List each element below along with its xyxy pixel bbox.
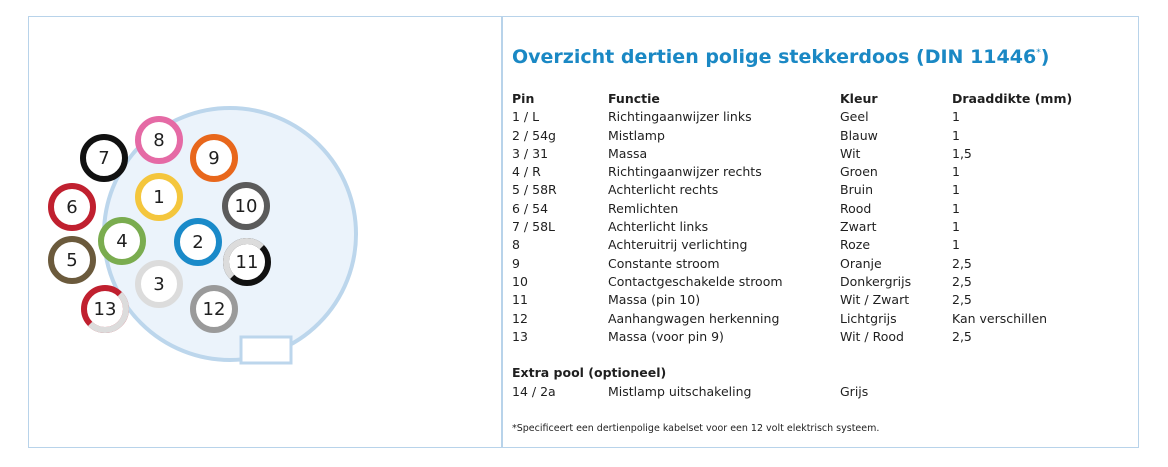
cell-draaddikte: 1 <box>952 127 960 143</box>
table-row <box>512 291 1072 309</box>
cell-functie: Contactgeschakelde stroom <box>608 273 783 289</box>
cell-functie: Aanhangwagen herkenning <box>608 310 780 326</box>
cell-functie: Achteruitrij verlichting <box>608 237 748 253</box>
cell-functie: Richtingaanwijzer links <box>608 109 752 125</box>
cell-pin: 12 <box>512 310 528 326</box>
cell-kleur: Donkergrijs <box>840 273 912 289</box>
cell-pin: 2 / 54g <box>512 127 556 143</box>
cell-functie: Constante stroom <box>608 255 720 271</box>
cell-kleur: Groen <box>840 164 878 180</box>
cell-kleur: Geel <box>840 109 869 125</box>
pin-1-label: 1 <box>153 187 165 208</box>
cell-kleur: Wit <box>840 145 861 161</box>
cell-draaddikte: 2,5 <box>952 273 972 289</box>
header-kleur: Kleur <box>840 91 878 106</box>
table-row <box>512 218 1072 236</box>
cell-functie: Massa <box>608 145 648 161</box>
cell-pin: 13 <box>512 328 528 344</box>
cell-pin: 1 / L <box>512 109 540 125</box>
header-functie: Functie <box>608 91 660 106</box>
cell-kleur: Blauw <box>840 127 878 143</box>
cell-kleur: Bruin <box>840 182 874 198</box>
cell-pin: 10 <box>512 273 528 289</box>
cell-kleur: Oranje <box>840 255 882 271</box>
cell-draaddikte: 1 <box>952 219 960 235</box>
table-row <box>512 328 1072 346</box>
pin-4-label: 4 <box>116 231 128 252</box>
cell-pin: 14 / 2a <box>512 384 556 399</box>
cell-functie: Richtingaanwijzer rechts <box>608 164 762 180</box>
cell-functie: Achterlicht rechts <box>608 182 719 198</box>
cell-pin: 5 / 58R <box>512 182 557 198</box>
cell-functie: Mistlamp uitschakeling <box>608 384 752 399</box>
cell-kleur: Wit / Zwart <box>840 292 910 308</box>
table-row <box>512 108 1072 126</box>
cell-draaddikte: 1,5 <box>952 145 972 161</box>
pin-table <box>512 90 1072 346</box>
extra-pool-table <box>512 383 1072 401</box>
cell-functie: Achterlicht links <box>608 219 709 235</box>
cell-pin: 3 / 31 <box>512 145 549 161</box>
table-row <box>512 127 1072 145</box>
header-pin: Pin <box>512 91 535 106</box>
pin-13-label: 13 <box>93 299 117 320</box>
cell-draaddikte: 1 <box>952 237 960 253</box>
table-row <box>512 181 1072 199</box>
title-text: Overzicht dertien polige stekkerdoos (DIN 11446 <box>512 46 1037 68</box>
cell-draaddikte: 1 <box>952 164 960 180</box>
table-header-row <box>512 90 1072 108</box>
pin-2-label: 2 <box>192 232 204 253</box>
table-row <box>512 163 1072 181</box>
extra-pool-heading: Extra pool (optioneel) <box>512 365 667 380</box>
cell-draaddikte: 1 <box>952 109 960 125</box>
cell-functie: Massa (pin 10) <box>608 292 701 308</box>
pin-3-label: 3 <box>153 274 165 295</box>
cell-draaddikte: 2,5 <box>952 328 972 344</box>
table-row <box>512 236 1072 254</box>
header-draaddikte: Draaddikte (mm) <box>952 91 1073 106</box>
cell-pin: 6 / 54 <box>512 200 549 216</box>
table-row <box>512 383 1072 401</box>
table-row <box>512 310 1072 328</box>
pin-7-label: 7 <box>98 148 110 169</box>
pin-10-label: 10 <box>234 196 258 217</box>
cell-draaddikte: 1 <box>952 182 960 198</box>
cell-pin: 9 <box>512 255 520 271</box>
pin-5-label: 5 <box>66 250 78 271</box>
table-row <box>512 200 1072 218</box>
cell-kleur: Zwart <box>840 219 877 235</box>
cell-pin: 4 / R <box>512 164 541 180</box>
cell-functie: Mistlamp <box>608 127 665 143</box>
pin-6-label: 6 <box>66 197 78 218</box>
cell-kleur: Rood <box>840 200 872 216</box>
cell-draaddikte: 1 <box>952 200 960 216</box>
cell-kleur: Wit / Rood <box>840 328 904 344</box>
pin-12-label: 12 <box>202 299 226 320</box>
cell-draaddikte: 2,5 <box>952 255 972 271</box>
cell-functie: Massa (voor pin 9) <box>608 328 724 344</box>
pin-8-label: 8 <box>153 130 165 151</box>
cell-draaddikte: 2,5 <box>952 292 972 308</box>
cell-kleur: Grijs <box>840 384 869 399</box>
cell-pin: 11 <box>512 292 528 308</box>
table-row <box>512 255 1072 273</box>
title-footnote-mark: * <box>1036 47 1041 58</box>
page-title <box>512 46 1049 68</box>
pin-9-label: 9 <box>208 148 220 169</box>
cell-pin: 7 / 58L <box>512 219 555 235</box>
socket-key-notch <box>241 337 291 363</box>
cell-draaddikte: Kan verschillen <box>952 310 1048 326</box>
cell-functie: Remlichten <box>608 200 679 216</box>
panel-divider <box>501 17 503 447</box>
table-row <box>512 273 1072 291</box>
footnote: *Specificeert een dertienpolige kabelset voor een 12 volt elektrisch systeem. <box>512 423 880 434</box>
cell-kleur: Roze <box>840 237 871 253</box>
socket-pin-diagram <box>66 100 352 364</box>
table-row <box>512 145 1072 163</box>
pin-11-label: 11 <box>235 252 259 273</box>
cell-pin: 8 <box>512 237 520 253</box>
title-close: ) <box>1040 46 1050 68</box>
cell-kleur: Lichtgrijs <box>840 310 897 326</box>
